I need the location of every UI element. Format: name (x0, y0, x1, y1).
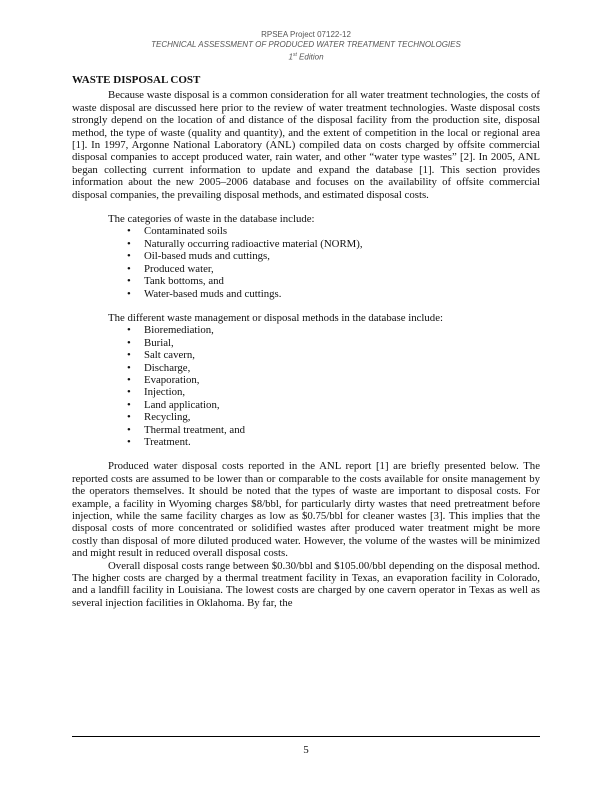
list-item: • Recycling, (144, 411, 540, 423)
list-item: • Evaporation, (144, 374, 540, 386)
list-item: • Treatment. (144, 436, 540, 448)
list-item: • Injection, (144, 386, 540, 398)
page-number: 5 (303, 744, 309, 756)
header-project: RPSEA Project 07122-12 (261, 30, 351, 39)
spacer (72, 448, 540, 460)
list-item: • Produced water, (144, 263, 540, 275)
section-heading: WASTE DISPOSAL COST (72, 74, 201, 86)
list-item: • Thermal treatment, and (144, 424, 540, 436)
list-item: • Salt cavern, (144, 349, 540, 361)
paragraph-costs: Produced water disposal costs reported in the ANL report [1] are briefly presented below. The reported costs are assumed to be lower than or comparable to the costs available for onsite management by the operators themselves. It should be noted that the types of waste are important to disposal costs. For example, a facility in Wyoming charges $8/bbl, for particularly dirty wastes that need pretreatment before injection, while the same facility charges as low as $0.75/bbl for cleaner wastes [3]. This implies that the disposal costs of more concentrated or solidified wastes after produced water treatment might be more costly than disposal of more diluted produced water. However, the volume of the wastes will be minimized and might result in reduced overall disposal costs. (72, 460, 540, 560)
methods-list (72, 324, 540, 448)
list-item: • Naturally occurring radioactive material (NORM), (144, 238, 540, 250)
header-edition (72, 50, 540, 63)
running-header (72, 30, 540, 63)
edition-word: Edition (296, 52, 324, 62)
list-item: • Land application, (144, 399, 540, 411)
header-title: TECHNICAL ASSESSMENT OF PRODUCED WATER TREATMENT TECHNOLOGIES (151, 40, 461, 49)
footer-divider (72, 736, 540, 737)
main-content (72, 74, 540, 609)
paragraph-range: Overall disposal costs range between $0.30/bbl and $105.00/bbl depending on the disposal method. The higher costs are charged by a thermal treatment facility in Texas, an evaporation facility in Colorado, and a landfill facility in Louisiana. The lowest costs are charged by one cavern operator in Texas as well as several injection facilities in Oklahoma. By far, the (72, 559, 540, 609)
list-item: • Oil-based muds and cuttings, (144, 250, 540, 262)
list-item: • Tank bottoms, and (144, 275, 540, 287)
list-item: • Water-based muds and cuttings. (144, 288, 540, 300)
list-item: • Bioremediation, (144, 324, 540, 336)
edition-number: 1 (288, 52, 293, 62)
list-item: • Discharge, (144, 362, 540, 374)
categories-intro: The categories of waste in the database include: (108, 213, 315, 226)
list-item: • Contaminated soils (144, 225, 540, 237)
categories-list (72, 225, 540, 299)
edition-ordinal: st (292, 52, 297, 58)
list-item: • Burial, (144, 337, 540, 349)
paragraph-intro: Because waste disposal is a common consideration for all water treatment technologies, the costs of waste disposal are discussed here prior to the review of water treatment technologies. Waste disposal costs strongly depend on the location of and distance of the disposal facility from the production site, disposal method, the type of waste (quality and quantity), and the extent of competition in the local or regional area [1]. In 1997, Argonne National Laboratory (ANL) compiled data on costs charged by offsite commercial disposal companies to accept produced water, rain water, and other “water type wastes” [2]. In 2005, ANL began collecting current information to update and expand the database [1]. This section provides information about the new 2005–2006 database and focuses on the availability of offsite commercial disposal companies, the prevailing disposal methods, and estimated disposal costs. (72, 89, 540, 201)
methods-intro: The different waste management or disposal methods in the database include: (108, 311, 443, 324)
